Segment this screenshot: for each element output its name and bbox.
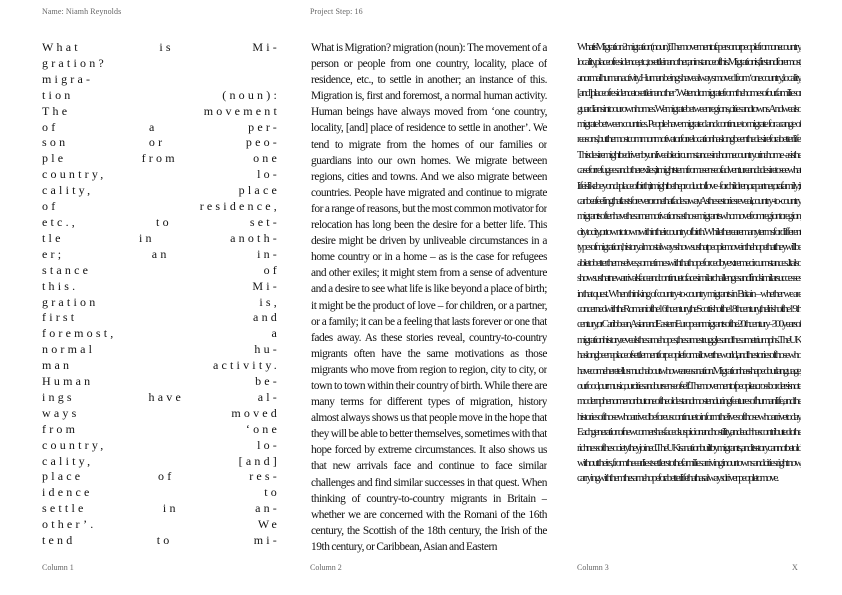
column-1-line: ways moved <box>42 405 280 420</box>
column-1-line: tend to mi- <box>42 533 280 548</box>
column-1-line: of residence, <box>42 199 280 214</box>
column-1-line: gration? <box>42 55 107 70</box>
column-1-line: ple from one <box>42 151 280 166</box>
column-1-line: stance of <box>42 262 280 277</box>
column-1-line: of a per- <box>42 119 280 134</box>
header-project-step: Project Step: 16 <box>310 7 363 16</box>
column-1-line: foremost, a <box>42 326 280 341</box>
footer-column-1: Column 1 <box>42 563 74 572</box>
column-1-line: The movement <box>42 103 280 118</box>
column-2-text: What is Migration? migration (noun): The movement of a person or people from one country, locality, place of residence, etc., to settle in another; an instance of this. Migration is, first and foremost, a normal human activity. Human beings have always moved from ‘one country, locality, [and] place of residence to settle in another’. We tend to migrate from the homes of our families or guardians into our own homes. We migrate between regions, cities and towns. And we also migrate between countries. People have migrated and continue to migrate for a range of reasons, but the most common motivator for relocation has long been the desire for a better life. This desire might be driven by unliveable circumstances in a home country or in a home – as is the case for refugees and other exiles; it might stem from a sense of adventure and a desire to see what life is like beyond a place of birth; it might be the product of love – for children, or a partner, or a family; it can be a feeling that lasts forever or one that fades away. As these stories reveal, country-to-country migrants often have the same motivations as those migrants who move from region to region, city to city, or town to town within their country of birth. While there are many terms for different types of migration, history almost always shows us that people move in the hope that they will be able to better themselves, sometimes with that hope forced by extreme circumstances. It also shows us that new arrivals face and continue to face similar challenges and find similar successes in that quest. When thinking of country-to-country migrants in Britain – whether we are concerned with the Romani of the 16th century, the Scottish of the 18th century, the Irish of the 19th century, or Caribbean, Asian and Eastern <box>311 42 547 553</box>
footer-column-3: Column 3 <box>577 563 609 572</box>
column-1-line: er; an in- <box>42 246 280 261</box>
column-1-line: country, lo- <box>42 167 280 182</box>
column-1-line: other’. We <box>42 517 280 532</box>
column-3-text: What is Migration? migration (noun): The movement of a person or people from one country, locality, place of residence, etc., to settle in another; an instance of this. Migration is, first and foremost, a normal human activity. Human beings have always moved from ‘one country, locality, [and] place of residence to settle in another’. We tend to migrate from the homes of our families or guardians into our own homes. We migrate between regions, cities and towns. And we also migrate between countries. People have migrated and continue to migrate for a range of reasons, but the most common motivator for relocation has long been the desire for a better life. This desire might be driven by unliveable circumstances in a home country or in a home – as is the case for refugees and other exiles; it might stem from a sense of adventure and a desire to see what life is like beyond a place of birth; it might be the product of love – for children, or a partner, or a family; it can be a feeling that lasts forever or one that fades away. As these stories reveal, country-to-country migrants often have the same motivations as those migrants who move from region to region, city to city, or town to town within their country of birth. While there are many terms for different types of migration, history almost always shows us that people move in the hope that they will be able to better themselves, sometimes with that hope forced by extreme circumstances. It also shows us that new arrivals face and continue to face similar challenges and find similar successes in that quest. When thinking of country-to-country migrants in Britain – whether we are concerned with the Romani of the 16th century, the Scottish of the 18th century, the Irish of the 19th century, or Caribbean, Asian and Eastern European migrants of the 20th century – 300 years of migration history reveals the same hopes, the same struggles and the same triumphs. The UK has long been a place of settlement for people from all over the world, and the stories of those who have come here tell us much about who we are as a nation. Migration has shaped our language, our food, our music, our cities and our sense of self. The movement of people across borders is not a modern phenomenon but one of the oldest and most enduring features of human life, and the histories of those who arrived before us continue to inform the lives of those who arrive today. Each generation of newcomers has faced suspicion and hostility, and each has contributed to the richness of the society they joined. The UK is a nation built by migrants, and its story cannot be told without theirs, from the earliest settlers to the families arriving in our towns and cities right now, carrying with them the same hope for a better life that has always driven people to move. <box>577 42 801 485</box>
column-1-line: place of res- <box>42 469 280 484</box>
column-1-line: normal hu- <box>42 342 280 357</box>
column-1-line: tle in anoth- <box>42 230 280 245</box>
column-1-line: son or peo- <box>42 135 280 150</box>
column-1-line: idence to <box>42 485 280 500</box>
column-1-line: tion (noun): <box>42 87 280 102</box>
column-1-text <box>42 40 280 552</box>
column-3-container <box>577 40 801 554</box>
column-1-line: man activity. <box>42 358 280 373</box>
header-name: Name: Niamh Reynolds <box>42 7 122 16</box>
footer-column-2: Column 2 <box>310 563 342 572</box>
column-1-line: first and <box>42 310 280 325</box>
column-1-line: What is Mi- <box>42 40 280 54</box>
column-1-line: settle in an- <box>42 501 280 516</box>
column-1-line: country, lo- <box>42 437 280 452</box>
column-1-line: from ‘one <box>42 421 280 436</box>
column-1-line: cality, place <box>42 183 280 198</box>
footer-page-number: X <box>792 563 798 572</box>
column-1-line: migra- <box>42 71 94 86</box>
column-1-line: cality, [and] <box>42 453 280 468</box>
column-1-line: gration is, <box>42 294 280 309</box>
column-1-line: Human be- <box>42 374 280 389</box>
column-1-line: this. Mi- <box>42 278 280 293</box>
column-1-line: etc., to set- <box>42 214 280 229</box>
column-1-line: ings have al- <box>42 389 280 404</box>
